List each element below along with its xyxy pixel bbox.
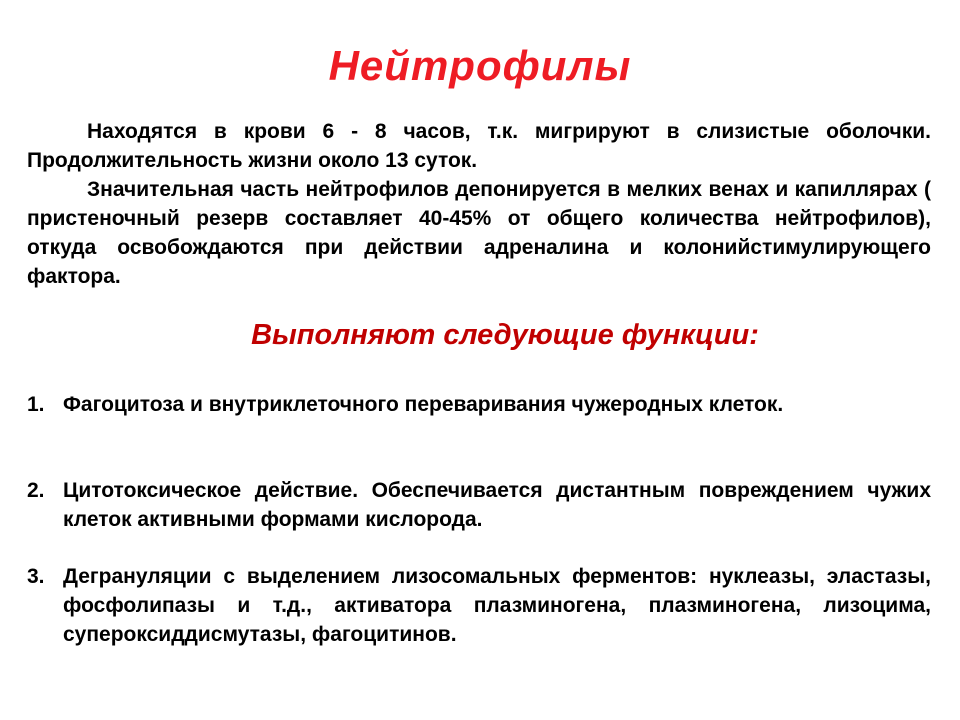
paragraph-lifespan: Находятся в крови 6 - 8 часов, т.к. мигрируют в слизистые оболочки. Продолжительность жизни около 13 суток. [27, 120, 931, 172]
function-text: Цитотоксическое действие. Обеспечивается дистантным повреждением чужих клеток активными формами кислорода. [63, 479, 931, 531]
function-number: 2. [27, 479, 45, 502]
function-item-3 [27, 562, 931, 649]
function-text: Дегрануляции с выделением лизосомальных ферментов: нуклеазы, эластазы, фосфолипазы и т.д., активатора плазминогена, плазминогена, лизоцима, супероксиддисмутазы, фагоцитинов. [63, 565, 931, 646]
function-number: 3. [27, 565, 45, 588]
function-item-1 [27, 390, 931, 419]
function-item-2 [27, 476, 931, 534]
function-number: 1. [27, 393, 45, 416]
functions-heading: Выполняют следующие функции: [251, 319, 759, 351]
slide-title: Нейтрофилы [328, 42, 632, 89]
paragraph-reserve: Значительная часть нейтрофилов депонируется в мелких венах и капиллярах ( пристеночный резерв составляет 40-45% от общего количества нейтрофилов), откуда освобождаются при действии адреналина и колонийстимулирующего фактора. [27, 178, 931, 288]
function-text: Фагоцитоза и внутриклеточного переваривания чужеродных клеток. [63, 393, 784, 416]
